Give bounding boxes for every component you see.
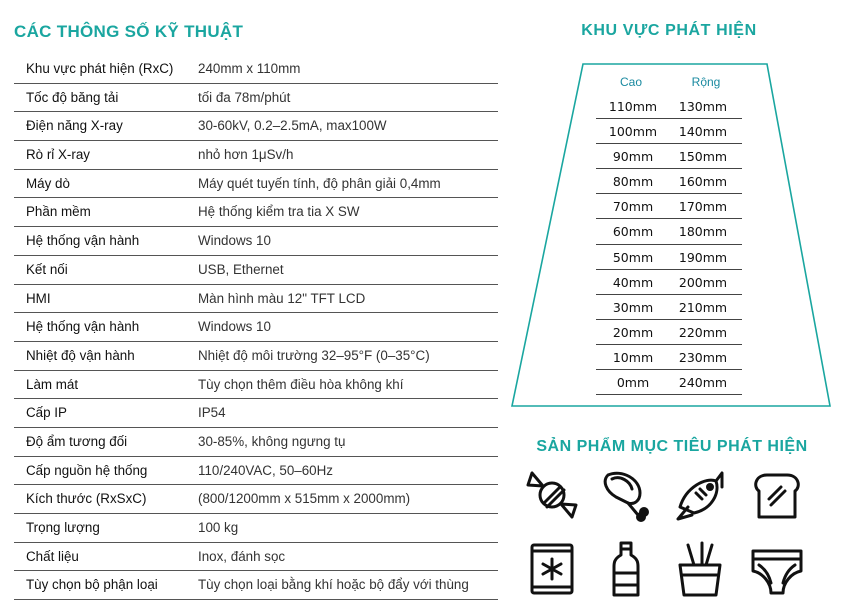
spec-row xyxy=(14,342,498,371)
zone-width: 170mm xyxy=(678,199,728,215)
zone-width: 130mm xyxy=(678,99,728,114)
zone-title: KHU VỰC PHÁT HIỆN xyxy=(581,22,757,39)
zone-width: 200mm xyxy=(678,274,728,290)
spec-table xyxy=(14,55,498,600)
spec-row xyxy=(14,227,498,256)
frozen-bag-icon xyxy=(524,541,580,597)
bread-icon xyxy=(749,467,805,523)
spec-label: Tốc độ băng tải xyxy=(26,89,119,105)
spec-label: Cấp nguồn hệ thống xyxy=(26,462,148,478)
spec-value: Windows 10 xyxy=(198,319,271,335)
spec-label: Làm mát xyxy=(26,376,79,392)
spec-value: 30-85%, không ngưng tụ xyxy=(198,433,346,449)
zone-height: 90mm xyxy=(612,149,654,165)
bottle-icon xyxy=(598,541,654,597)
spec-title: CÁC THÔNG SỐ KỸ THUẬT xyxy=(14,22,244,41)
spec-row xyxy=(14,55,498,84)
spec-row xyxy=(14,170,498,199)
zone-width: 150mm xyxy=(678,149,728,165)
spec-value: Màn hình màu 12" TFT LCD xyxy=(198,290,366,306)
spec-row xyxy=(14,256,498,285)
spec-value: Windows 10 xyxy=(198,233,271,249)
spec-value: 100 kg xyxy=(198,520,239,535)
zone-height: 40mm xyxy=(612,274,654,290)
spec-label: Điện năng X-ray xyxy=(26,118,123,134)
spec-value: Nhiệt độ môi trường 32–95°F (0–35°C) xyxy=(198,347,430,363)
spec-label: Hệ thống vận hành xyxy=(26,233,140,249)
zone-width: 140mm xyxy=(678,124,728,140)
meat-leg-icon xyxy=(598,467,654,523)
zone-col-height: Cao xyxy=(619,75,642,89)
spec-value: Tùy chọn thêm điều hòa không khí xyxy=(198,376,404,392)
zone-row xyxy=(596,94,742,119)
spec-value: nhỏ hơn 1μSv/h xyxy=(198,147,294,163)
spec-label: HMI xyxy=(26,290,51,306)
zone-row xyxy=(596,119,742,144)
zone-height: 20mm xyxy=(612,324,654,340)
spec-row xyxy=(14,112,498,141)
spec-row xyxy=(14,198,498,227)
spec-label: Cấp IP xyxy=(26,405,67,421)
spec-row xyxy=(14,428,498,457)
products-title: SẢN PHẨM MỤC TIÊU PHÁT HIỆN xyxy=(536,438,808,455)
zone-height: 60mm xyxy=(612,224,654,240)
zone-width: 210mm xyxy=(678,299,728,315)
spec-row xyxy=(14,313,498,342)
spec-label: Hệ thống vận hành xyxy=(26,319,140,335)
zone-height: 100mm xyxy=(608,124,658,140)
zone-row xyxy=(596,169,742,194)
spec-label: Chất liệu xyxy=(26,548,79,564)
zone-height: 50mm xyxy=(612,249,654,265)
zone-grid xyxy=(596,94,742,395)
spec-row xyxy=(14,543,498,572)
zone-width: 190mm xyxy=(678,249,728,265)
zone-height: 80mm xyxy=(612,174,654,190)
spec-label: Kích thước (RxSxC) xyxy=(26,491,147,507)
diaper-icon xyxy=(749,541,805,597)
spec-value: Máy quét tuyến tính, độ phân giải 0,4mm xyxy=(198,175,441,191)
fish-icon xyxy=(672,467,728,523)
zone-width: 230mm xyxy=(678,349,728,365)
zone-row xyxy=(596,320,742,345)
zone-height: 10mm xyxy=(612,349,654,365)
spec-label: Độ ẩm tương đối xyxy=(26,433,128,449)
spec-label: Máy dò xyxy=(26,175,70,191)
zone-row xyxy=(596,245,742,270)
spec-row xyxy=(14,457,498,486)
zone-row xyxy=(596,345,742,370)
spec-value: 30-60kV, 0.2–2.5mA, max100W xyxy=(198,118,387,134)
spec-value: IP54 xyxy=(198,405,226,421)
spec-label: Rò rỉ X-ray xyxy=(26,147,90,163)
spec-value: Inox, đánh sọc xyxy=(198,548,286,564)
zone-row xyxy=(596,270,742,295)
spec-value: 240mm x 110mm xyxy=(198,61,301,76)
spec-row xyxy=(14,571,498,600)
spec-label: Nhiệt độ vận hành xyxy=(26,347,135,363)
candy-icon xyxy=(524,467,580,523)
spec-row xyxy=(14,399,498,428)
spec-row xyxy=(14,485,498,514)
spec-row xyxy=(14,514,498,543)
zone-height: 0mm xyxy=(616,375,650,391)
spec-label: Tùy chọn bộ phận loại xyxy=(26,577,158,593)
zone-height: 70mm xyxy=(612,199,654,215)
spec-value: Hệ thống kiểm tra tia X SW xyxy=(198,204,360,220)
spec-row xyxy=(14,371,498,400)
zone-row xyxy=(596,144,742,169)
spec-row xyxy=(14,84,498,113)
spec-value: USB, Ethernet xyxy=(198,261,284,277)
spec-value: tối đa 78m/phút xyxy=(198,89,291,105)
spec-label: Phần mềm xyxy=(26,204,91,220)
zone-row xyxy=(596,370,742,395)
spec-row xyxy=(14,285,498,314)
spec-label: Khu vực phát hiện (RxC) xyxy=(26,61,174,76)
spec-value: 110/240VAC, 50–60Hz xyxy=(198,462,333,478)
spec-label: Trọng lượng xyxy=(26,520,100,535)
spec-row xyxy=(14,141,498,170)
zone-height: 30mm xyxy=(612,299,654,315)
zone-row xyxy=(596,219,742,244)
zone-width: 220mm xyxy=(678,324,728,340)
zone-col-width: Rộng xyxy=(691,75,721,89)
spec-value: (800/1200mm x 515mm x 2000mm) xyxy=(198,491,411,507)
zone-row xyxy=(596,194,742,219)
zone-width: 240mm xyxy=(678,375,728,391)
spec-label: Kết nối xyxy=(26,261,68,277)
zone-width: 180mm xyxy=(678,224,728,240)
spec-value: Tùy chọn loại bằng khí hoặc bộ đẩy với thùng xyxy=(198,577,469,593)
zone-width: 160mm xyxy=(678,174,728,190)
zone-row xyxy=(596,295,742,320)
zone-height: 110mm xyxy=(608,99,658,114)
noodle-box-icon xyxy=(672,541,728,597)
